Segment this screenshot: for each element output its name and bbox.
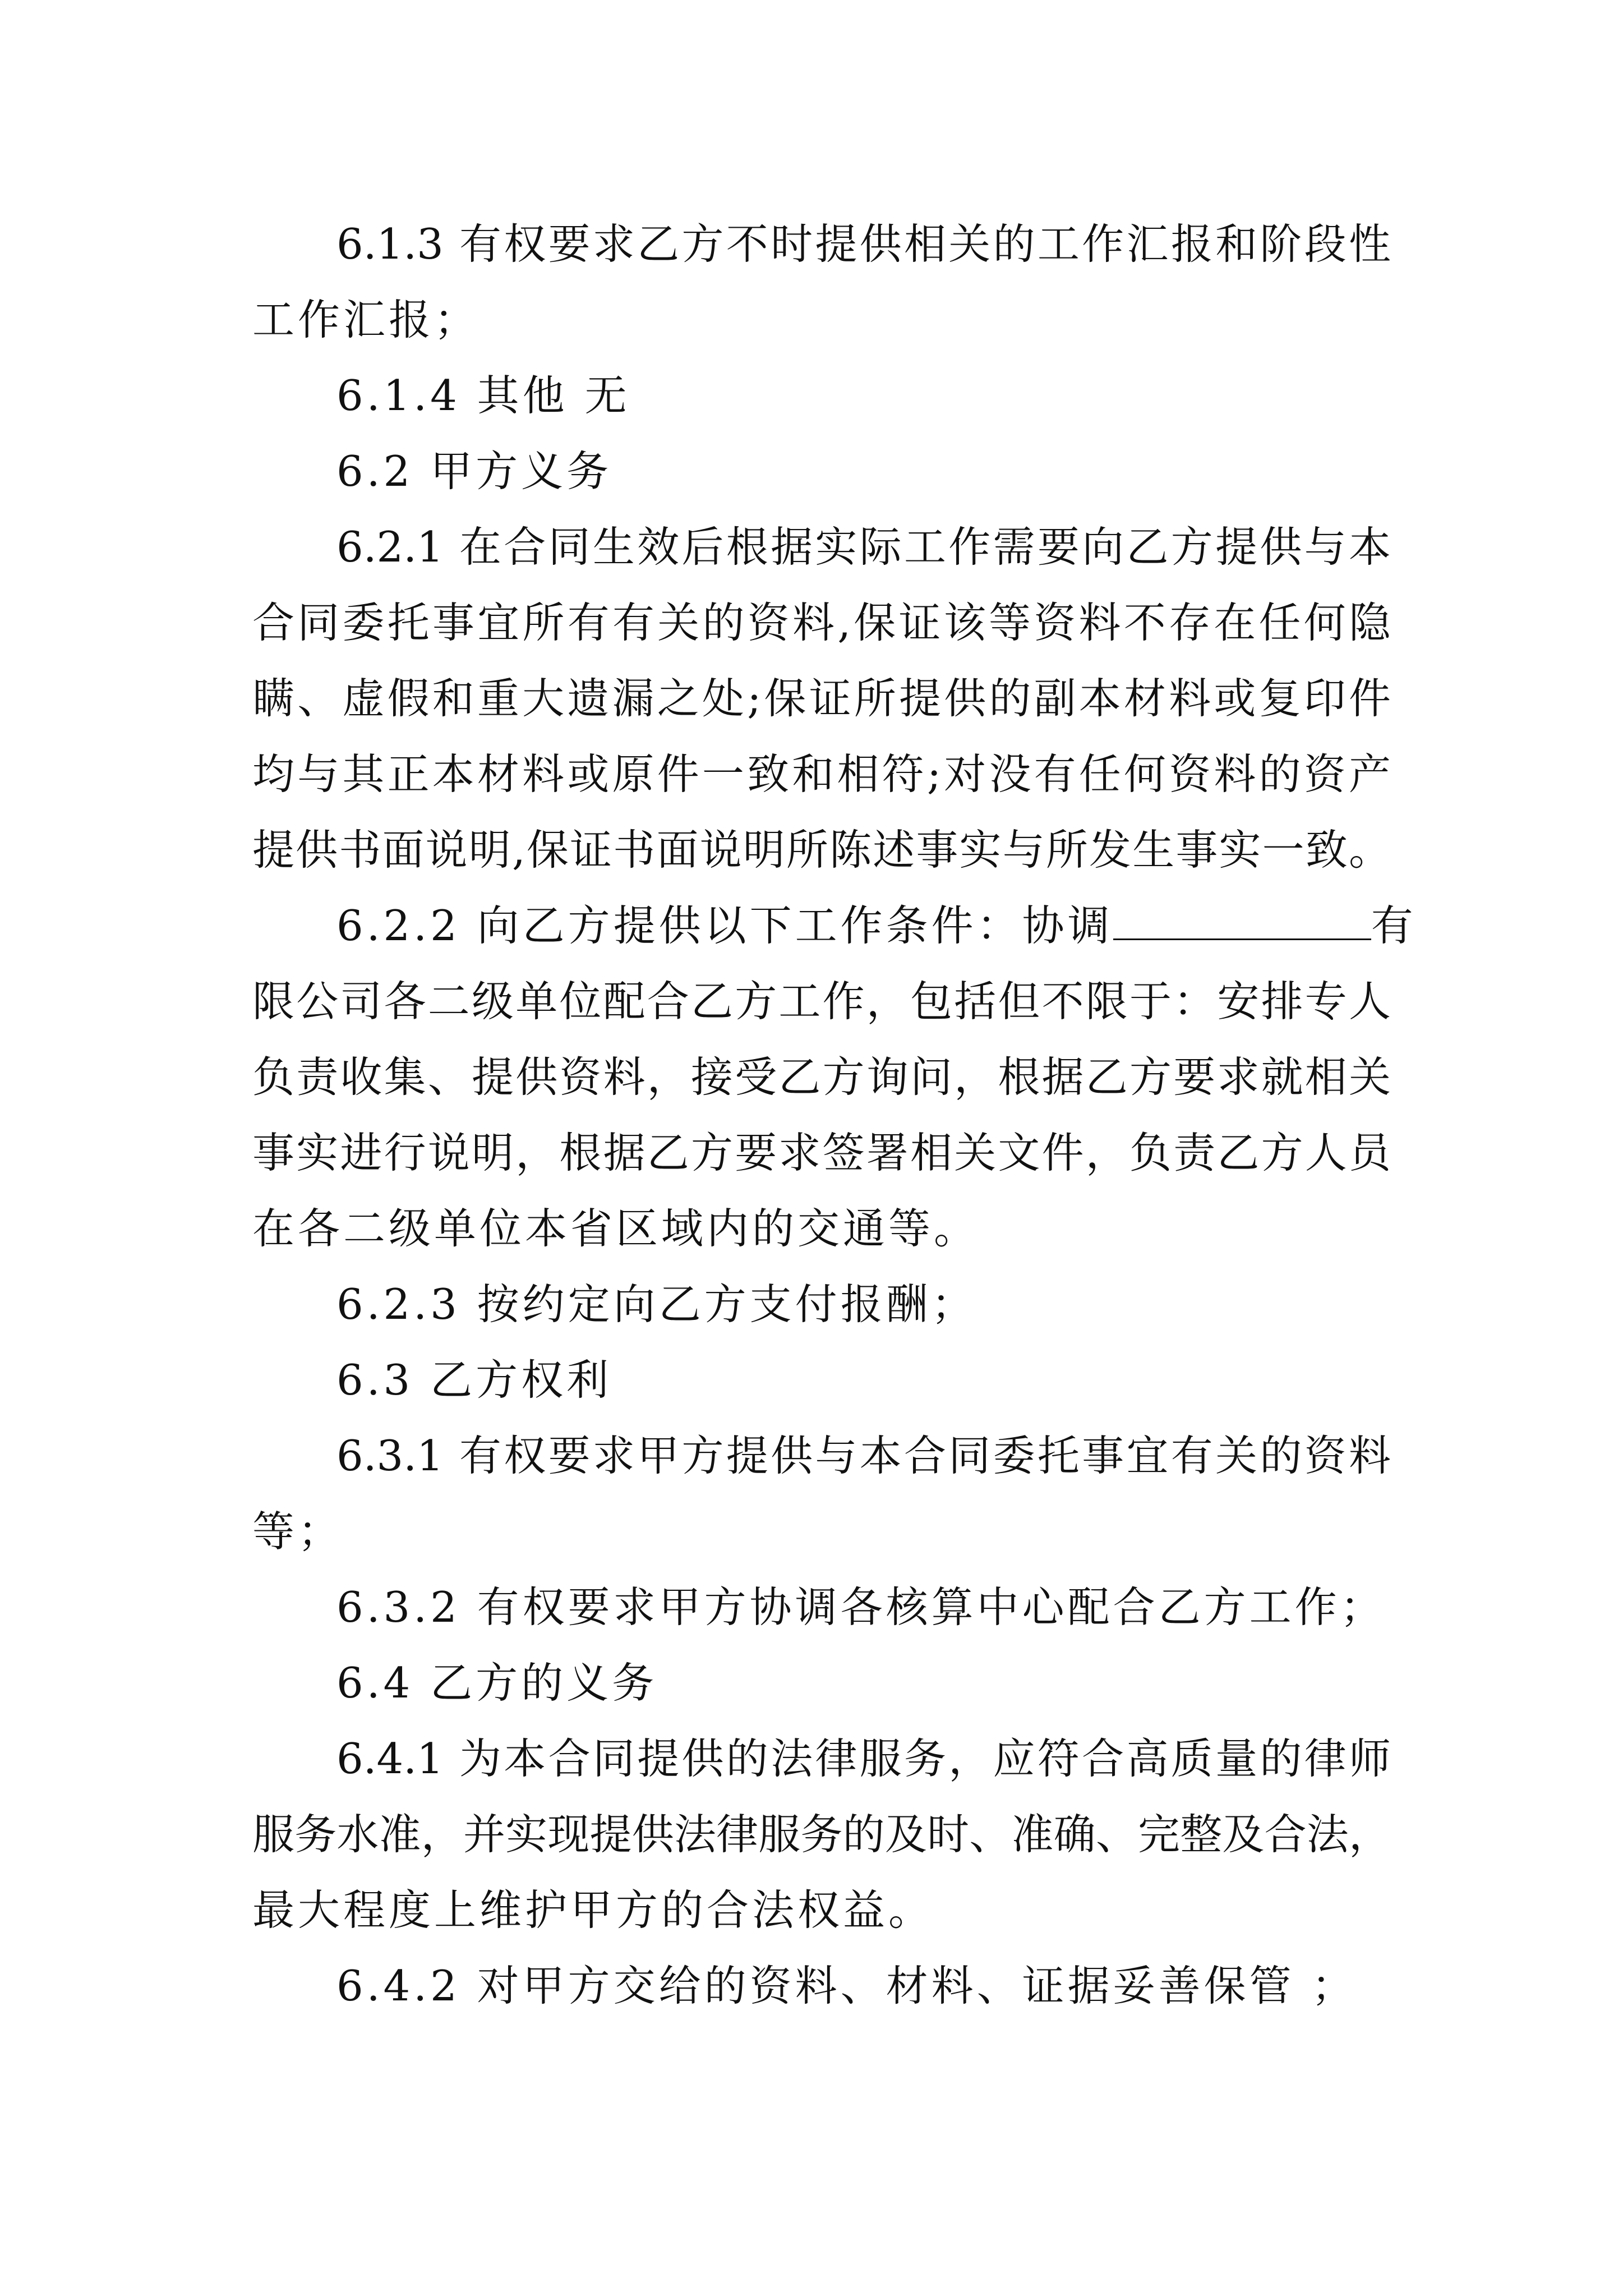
clause-6-2-1-line-2: 合同委托事宜所有有关的资料,保证该等资料不存在任何隐 bbox=[252, 598, 1391, 647]
clause-6-3-1-line-2: 等； bbox=[252, 1507, 344, 1556]
clause-6-2-3: 6.2.3 按约定向乙方支付报酬； bbox=[336, 1280, 977, 1329]
clause-6-2-1-line-4: 均与其正本材料或原件一致和相符;对没有任何资料的资产 bbox=[252, 749, 1391, 799]
clause-6-2-2-line-1 bbox=[336, 898, 1417, 954]
clause-6-2-1-line-3: 瞒、虚假和重大遗漏之处;保证所提供的副本材料或复印件 bbox=[252, 674, 1391, 723]
clause-6-2-2-line-5: 在各二级单位本省区域内的交通等。 bbox=[252, 1204, 980, 1253]
clause-6-1-4: 6.1.4 其他 无 bbox=[336, 371, 630, 420]
heading-6-2: 6.2 甲方义务 bbox=[336, 447, 612, 496]
clause-6-1-3-line-2: 工作汇报； bbox=[252, 295, 480, 344]
clause-6-2-2-text: 6.2.2 向乙方提供以下工作条件：协调 bbox=[336, 901, 1113, 950]
clause-6-2-2-line-4: 事实进行说明，根据乙方要求签署相关文件，负责乙方人员 bbox=[252, 1128, 1391, 1177]
clause-6-2-1-line-5: 提供书面说明,保证书面说明所陈述事实与所发生事实一致。 bbox=[252, 825, 1391, 875]
clause-6-3-2: 6.3.2 有权要求甲方协调各核算中心配合乙方工作； bbox=[336, 1582, 1386, 1632]
clause-6-3-1-line-1: 6.3.1 有权要求甲方提供与本合同委托事宜有关的资料 bbox=[336, 1431, 1391, 1480]
heading-6-4: 6.4 乙方的义务 bbox=[336, 1658, 658, 1708]
clause-6-1-3-line-1: 6.1.3 有权要求乙方不时提供相关的工作汇报和阶段性 bbox=[336, 219, 1391, 269]
company-name-blank bbox=[1113, 899, 1371, 940]
clause-6-2-1-line-1: 6.2.1 在合同生效后根据实际工作需要向乙方提供与本 bbox=[336, 522, 1391, 572]
clause-6-2-2-line-3: 负责收集、提供资料，接受乙方询问，根据乙方要求就相关 bbox=[252, 1052, 1391, 1102]
clause-6-4-1-line-2: 服务水准，并实现提供法律服务的及时、准确、完整及合法， bbox=[252, 1810, 1391, 1859]
heading-6-3: 6.3 乙方权利 bbox=[336, 1355, 612, 1405]
clause-6-4-1-line-1: 6.4.1 为本合同提供的法律服务，应符合高质量的律师 bbox=[336, 1734, 1391, 1783]
clause-6-4-2: 6.4.2 对甲方交给的资料、材料、证据妥善保管 ； bbox=[336, 1961, 1357, 2010]
clause-6-4-1-line-3: 最大程度上维护甲方的合法权益。 bbox=[252, 1885, 934, 1935]
clause-6-2-2-line-2: 限公司各二级单位配合乙方工作，包括但不限于：安排专人 bbox=[252, 977, 1391, 1026]
clause-6-2-2-suffix: 有 bbox=[1371, 901, 1417, 950]
